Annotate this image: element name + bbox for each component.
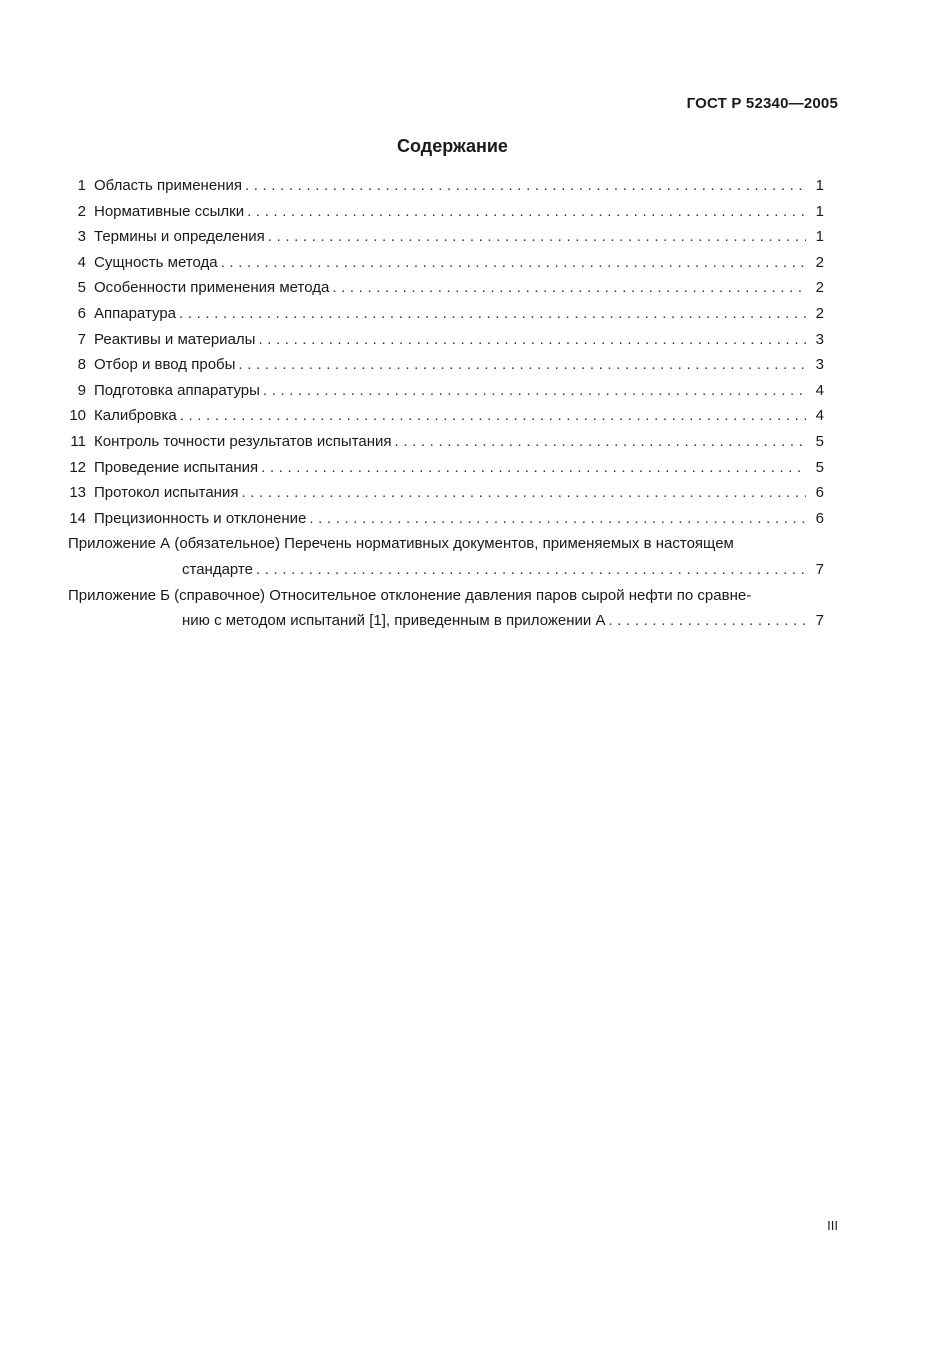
toc-entry-page: 2: [815, 304, 824, 322]
toc-entry-number: 2: [77, 202, 86, 220]
dot-leader: [263, 378, 806, 404]
dot-leader: [395, 429, 806, 455]
toc-entry[interactable]: [68, 224, 824, 250]
toc-entry[interactable]: [68, 352, 824, 378]
toc-entry-page: 1: [815, 228, 824, 246]
toc-entry[interactable]: [68, 250, 824, 276]
dot-leader: [256, 557, 806, 583]
toc-entry-number: 3: [77, 228, 86, 246]
toc-appendix-entry[interactable]: [68, 531, 824, 582]
toc-entry-label: Реактивы и материалы: [94, 330, 256, 348]
toc-entry-page: 1: [815, 177, 824, 194]
toc-entry-number: 12: [69, 458, 86, 476]
toc-entry-number: 9: [77, 381, 86, 399]
toc-entry-number: 1: [77, 177, 86, 194]
toc-entry-label: Калибровка: [94, 407, 177, 425]
dot-leader: [609, 608, 807, 634]
toc-appendix-title: Приложение Б (справочное) Относительное отклонение давления паров сырой нефти по сравне-: [68, 586, 752, 604]
toc-entry[interactable]: [68, 327, 824, 353]
toc-appendix-entry[interactable]: [68, 583, 824, 634]
toc-entry-number: 13: [69, 484, 86, 502]
toc-entry-number: 7: [77, 330, 86, 348]
toc-entry-number: 11: [70, 432, 86, 450]
toc-entry-page: 2: [815, 253, 824, 271]
toc-entry-page: 3: [815, 356, 824, 374]
toc-entry-number: 5: [77, 279, 86, 297]
toc-entry[interactable]: [68, 275, 824, 301]
dot-leader: [268, 224, 806, 250]
dot-leader: [180, 403, 806, 429]
toc-appendix-title: Приложение А (обязательное) Перечень нормативных документов, применяемых в настоящем: [68, 535, 734, 553]
dot-leader: [258, 327, 806, 353]
toc-entry[interactable]: [68, 199, 824, 225]
dot-leader: [332, 275, 806, 301]
dot-leader: [179, 301, 806, 327]
toc-entry-page: 6: [815, 484, 824, 502]
toc-entry[interactable]: [68, 301, 824, 327]
toc-entry-label: Прецизионность и отклонение: [94, 509, 307, 527]
dot-leader: [245, 173, 806, 199]
toc-entry-page: 4: [815, 407, 824, 425]
toc-entry[interactable]: [68, 455, 824, 481]
toc-entry[interactable]: [68, 378, 824, 404]
toc-entry-number: 6: [77, 304, 86, 322]
table-of-contents: [68, 173, 824, 634]
toc-entry-label: Отбор и ввод пробы: [94, 356, 236, 374]
page-number: III: [827, 1218, 838, 1233]
dot-leader: [261, 455, 806, 481]
toc-entry-label: Подготовка аппаратуры: [94, 381, 260, 399]
toc-entry-page: 3: [815, 330, 824, 348]
toc-entry[interactable]: [68, 506, 824, 532]
toc-entry-number: 8: [77, 356, 86, 374]
dot-leader: [241, 480, 806, 506]
toc-entry[interactable]: [68, 480, 824, 506]
toc-entry-page: 7: [815, 612, 824, 630]
toc-entry-label: Контроль точности результатов испытания: [94, 432, 392, 450]
toc-entry-label: Аппаратура: [94, 304, 177, 322]
toc-appendix-title-cont: стандарте: [182, 560, 253, 578]
toc-entry-label: Сущность метода: [94, 253, 218, 271]
toc-entry-label: Проведение испытания: [94, 458, 259, 476]
toc-entry-number: 14: [69, 509, 86, 527]
toc-entry-page: 2: [815, 279, 824, 297]
dot-leader: [221, 250, 806, 276]
toc-entry-page: 6: [815, 509, 824, 527]
toc-entry-page: 5: [815, 458, 824, 476]
toc-entry-page: 5: [815, 432, 824, 450]
toc-entry[interactable]: [68, 403, 824, 429]
dot-leader: [238, 352, 806, 378]
toc-entry-label: Особенности применения метода: [94, 279, 330, 297]
toc-entry[interactable]: [68, 173, 824, 199]
toc-entry-label: Протокол испытания: [94, 484, 239, 502]
toc-appendix-title-cont: нию с методом испытаний [1], приведенным в приложении А: [182, 612, 606, 630]
toc-entry-label: Нормативные ссылки: [94, 202, 245, 220]
toc-entry[interactable]: [68, 429, 824, 455]
toc-entry-page: 1: [815, 202, 824, 220]
toc-entry-number: 10: [69, 407, 86, 425]
dot-leader: [247, 199, 806, 225]
dot-leader: [309, 506, 806, 532]
toc-entry-label: Область применения: [94, 177, 242, 194]
toc-entry-page: 4: [815, 381, 824, 399]
toc-entry-page: 7: [815, 560, 824, 578]
document-code: ГОСТ Р 52340—2005: [686, 95, 838, 112]
toc-entry-number: 4: [77, 253, 86, 271]
toc-entry-label: Термины и определения: [94, 228, 265, 246]
toc-title: Содержание: [397, 136, 508, 156]
